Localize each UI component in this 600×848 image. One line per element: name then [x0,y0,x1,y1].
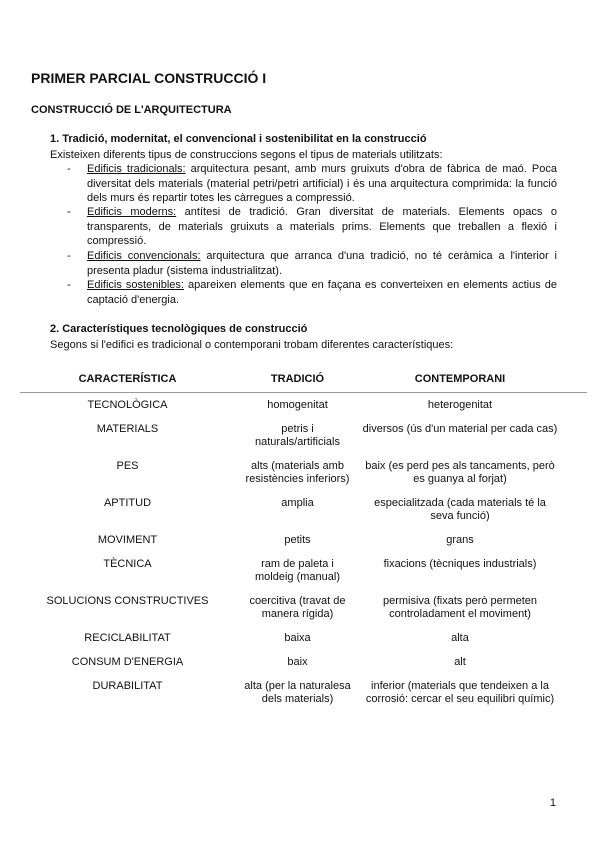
list-item-text: apareixen elements que en façana es converteixen en elements actius de captació d'energia. [87,279,557,306]
table-header-row [20,373,587,393]
page-number: 1 [549,797,556,809]
cell-tradition: alta (per la naturalesa dels materials) [244,680,351,705]
cell-contemporary: alt [454,656,466,668]
cell-characteristic: CONSUM D'ENERGIA [71,656,184,668]
cell-contemporary: inferior (materials que tendeixen a la corrosió: cercar el seu equilibri químic) [365,680,555,705]
building-types-list [50,162,557,307]
cell-contemporary: diversos (ús d'un material per cada cas) [362,423,558,435]
cell-characteristic: TÈCNICA [103,558,152,570]
cell-spacer [560,589,587,626]
table-row [20,454,587,491]
cell-tradition: ram de paleta i moldeig (manual) [255,558,340,583]
list-item-term: Edificis convencionals: [87,250,201,262]
table-row [20,393,587,418]
list-item: - Edificis sostenibles: apareixen elements que en façana es converteixen en elements actius de captació d'energia. [67,279,557,306]
section1-heading: 1. Tradició, modernitat, el convencional i sostenibilitat en la construcció [50,133,427,145]
header-tradition: TRADICIÓ [235,373,360,393]
cell-contemporary: grans [446,534,474,546]
cell-spacer [560,650,587,674]
cell-tradition: baix [287,656,308,668]
document-title: PRIMER PARCIAL CONSTRUCCIÓ I [31,70,267,86]
cell-characteristic: MATERIALS [96,423,159,435]
table-row [20,650,587,674]
cell-spacer [560,417,587,454]
cell-spacer [560,528,587,552]
cell-spacer [560,393,587,418]
header-contemporary: CONTEMPORANI [360,373,560,393]
cell-tradition: petits [284,534,311,546]
cell-tradition: amplia [281,497,314,509]
cell-tradition: baixa [284,632,311,644]
cell-contemporary: especialitzada (cada materials té la seva funció) [374,497,546,522]
cell-spacer [560,626,587,650]
list-item: - Edificis tradicionals: arquitectura pesant, amb murs gruixuts d'obra de fàbrica de maó. Poca diversitat dels materials (material petri/petri artificial) i és una arquitectura comprimida: la funció dels murs és repartir totes les càrregues a compressió. [67,163,557,204]
section2-intro: Segons si l'edifici es tradicional o contemporani trobam diferentes característiques: [50,339,454,351]
cell-characteristic: DURABILITAT [92,680,163,692]
section2-heading: 2. Característiques tecnològiques de construcció [50,323,308,335]
cell-contemporary: fixacions (tècniques industrials) [383,558,537,570]
cell-characteristic: PES [116,460,139,472]
cell-tradition: petris i naturals/artificials [255,423,340,448]
cell-characteristic: MOVIMENT [97,534,158,546]
table-row [20,491,587,528]
header-characteristic: CARACTERÍSTICA [20,373,235,393]
cell-tradition: alts (materials amb resistències inferiors) [245,460,350,485]
table-row [20,626,587,650]
characteristics-table [20,373,587,711]
table-row [20,589,587,626]
table-row [20,417,587,454]
list-item-text: antítesi de tradició. Gran diversitat de materials. Elements opacs o transparents, de materials gruixuts a materials prims. Elements que treballen a flexió i compressió. [87,206,557,247]
cell-characteristic: TECNOLÒGICA [87,399,168,411]
list-item-text: arquitectura pesant, amb murs gruixuts d'obra de fàbrica de maó. Poca diversitat dels materials (material petri/petri artificial) i és una arquitectura comprimida: la funció dels murs és repartir totes les càrregues a compressió. [87,163,557,204]
list-item-term: Edificis tradicionals: [87,163,186,175]
table-row [20,528,587,552]
cell-characteristic: APTITUD [103,497,152,509]
cell-contemporary: baix (es perd pes als tancaments, però es guanya al forjat) [365,460,555,485]
cell-contemporary: alta [451,632,469,644]
cell-characteristic: SOLUCIONS CONSTRUCTIVES [46,595,209,607]
cell-spacer [560,491,587,528]
cell-tradition: homogenitat [267,399,328,411]
table-row [20,552,587,589]
list-item-text: arquitectura que arranca d'una tradició, no té ceràmica a l'interior i presenta pladur (sistema industrialitzat). [87,250,557,277]
list-item: - Edificis convencionals: arquitectura que arranca d'una tradició, no té ceràmica a l'interior i presenta pladur (sistema industrialitzat). [67,250,557,277]
cell-spacer [560,454,587,491]
document-subtitle: CONSTRUCCIÓ DE L'ARQUITECTURA [31,104,232,116]
cell-spacer [560,674,587,711]
list-item-term: Edificis moderns: [87,206,177,218]
list-item-term: Edificis sostenibles: [87,279,184,291]
cell-spacer [560,552,587,589]
header-spacer [560,373,587,393]
list-item: - Edificis moderns: antítesi de tradició. Gran diversitat de materials. Elements opacs o transparents, de materials gruixuts a materials prims. Elements que treballen a flexió i compressió. [67,206,557,247]
section1-intro: Existeixen diferents tipus de construccions segons el tipus de materials utilitzats: [50,149,443,161]
cell-characteristic: RECICLABILITAT [84,632,171,644]
cell-contemporary: permisiva (fixats però permeten controladament el moviment) [382,595,538,620]
table-row [20,674,587,711]
cell-contemporary: heterogenitat [427,399,493,411]
cell-tradition: coercitiva (travat de manera rígida) [249,595,346,620]
